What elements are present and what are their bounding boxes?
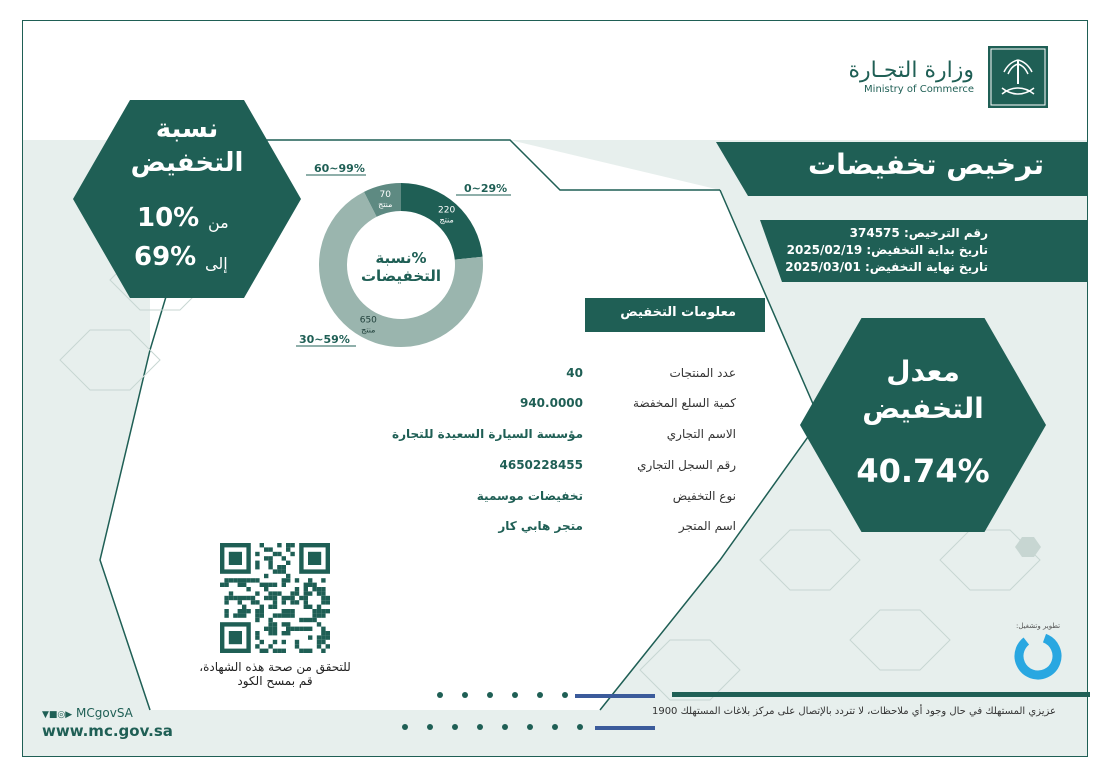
qr-module bbox=[308, 605, 312, 609]
qr-module bbox=[317, 587, 321, 591]
donut-center-title-line2: التخفيضات bbox=[360, 267, 442, 285]
qr-module bbox=[321, 578, 325, 582]
qr-module bbox=[286, 574, 290, 578]
qr-module bbox=[321, 587, 325, 591]
average-value-text: 40.74% bbox=[856, 452, 990, 490]
qr-module bbox=[229, 596, 233, 600]
qr-module bbox=[321, 631, 325, 635]
qr-module bbox=[264, 596, 268, 600]
qr-module bbox=[220, 583, 224, 587]
qr-module bbox=[273, 596, 277, 600]
qr-module bbox=[246, 596, 250, 600]
range-from-value-text: 10% bbox=[137, 203, 200, 233]
qr-module bbox=[264, 587, 268, 591]
value-store-name: متجر هابي كار bbox=[498, 519, 583, 533]
qr-module bbox=[273, 627, 277, 631]
qr-module bbox=[290, 627, 294, 631]
qr-module bbox=[255, 565, 259, 569]
qr-module bbox=[299, 627, 303, 631]
qr-module bbox=[260, 640, 264, 644]
qr-module bbox=[308, 627, 312, 631]
qr-module bbox=[273, 649, 277, 653]
qr-module bbox=[273, 613, 277, 617]
qr-module bbox=[268, 583, 272, 587]
qr-module bbox=[255, 635, 259, 639]
qr-module bbox=[268, 556, 272, 560]
qr-module bbox=[304, 591, 308, 595]
qr-module bbox=[299, 649, 303, 653]
qr-module bbox=[251, 600, 255, 604]
qr-module bbox=[273, 552, 277, 556]
qr-module bbox=[277, 591, 281, 595]
qr-module bbox=[317, 644, 321, 648]
range-to-value bbox=[134, 242, 196, 272]
qr-module bbox=[224, 600, 228, 604]
qr-module bbox=[260, 649, 264, 653]
qr-module bbox=[312, 618, 316, 622]
qr-module bbox=[224, 613, 228, 617]
qr-module bbox=[295, 640, 299, 644]
qr-module bbox=[246, 609, 250, 613]
range-from-value bbox=[137, 203, 199, 233]
qr-module bbox=[255, 644, 259, 648]
qr-module bbox=[268, 644, 272, 648]
qr-module bbox=[277, 565, 281, 569]
qr-module bbox=[224, 609, 228, 613]
qr-module bbox=[282, 600, 286, 604]
legend-slice-60-99: 60~99% bbox=[314, 162, 365, 175]
legend-slice-0-29: 0~29% bbox=[464, 182, 508, 195]
qr-module bbox=[326, 644, 330, 648]
slice-value-label: 70 bbox=[379, 189, 391, 200]
label-discounted-quantity: كمية السلع المخفضة bbox=[633, 396, 736, 410]
qr-module bbox=[273, 640, 277, 644]
qr-module bbox=[282, 609, 286, 613]
ministry-name-ar: وزارة التجـارة bbox=[848, 58, 974, 83]
qr-module bbox=[290, 591, 294, 595]
qr-module bbox=[282, 640, 286, 644]
qr-module bbox=[273, 583, 277, 587]
qr-module bbox=[299, 596, 303, 600]
qr-module bbox=[242, 596, 246, 600]
qr-module bbox=[264, 574, 268, 578]
qr-module bbox=[277, 649, 281, 653]
qr-module bbox=[277, 543, 281, 547]
label-product-count: عدد المنتجات bbox=[669, 366, 736, 380]
qr-module bbox=[295, 627, 299, 631]
qr-module bbox=[308, 649, 312, 653]
qr-module bbox=[290, 596, 294, 600]
donut-center-title-line1: نسبة% bbox=[375, 249, 427, 267]
qr-module bbox=[233, 578, 237, 582]
qr-module bbox=[286, 631, 290, 635]
qr-module bbox=[229, 631, 242, 644]
qr-module bbox=[321, 613, 325, 617]
qr-module bbox=[282, 569, 286, 573]
qr-module bbox=[260, 583, 264, 587]
qr-module bbox=[273, 622, 277, 626]
qr-module bbox=[321, 635, 325, 639]
qr-module bbox=[304, 627, 308, 631]
qr-module bbox=[268, 618, 272, 622]
qr-module bbox=[242, 578, 246, 582]
label-commercial-register: رقم السجل التجاري bbox=[637, 458, 736, 472]
qr-module bbox=[277, 613, 281, 617]
qr-module bbox=[233, 596, 237, 600]
qr-module bbox=[295, 587, 299, 591]
qr-module bbox=[264, 556, 268, 560]
slice-unit-label: منتج bbox=[439, 215, 454, 225]
page-title: ترخيص تخفيضات bbox=[807, 148, 1044, 181]
qr-module bbox=[326, 635, 330, 639]
label-store-name: اسم المتجر bbox=[678, 519, 736, 533]
qr-module bbox=[264, 583, 268, 587]
average-value bbox=[800, 452, 1046, 490]
qr-module bbox=[312, 609, 316, 613]
qr-module bbox=[255, 591, 259, 595]
saudi-emblem-logo bbox=[988, 46, 1048, 108]
qr-module bbox=[268, 605, 272, 609]
qr-module bbox=[251, 578, 255, 582]
qr-module bbox=[260, 543, 264, 547]
qr-module bbox=[255, 561, 259, 565]
qr-module bbox=[224, 596, 228, 600]
qr-module bbox=[295, 591, 299, 595]
qr-module bbox=[304, 583, 308, 587]
qr-module bbox=[268, 547, 272, 551]
social-icons: ▼■◎▶ bbox=[42, 710, 73, 720]
license-start-date: تاريخ بداية التخفيض: 2025/02/19 bbox=[786, 243, 988, 257]
qr-module bbox=[290, 543, 294, 547]
qr-module bbox=[321, 609, 325, 613]
qr-module bbox=[295, 644, 299, 648]
qr-module bbox=[286, 547, 290, 551]
qr-module bbox=[321, 596, 325, 600]
range-to-label: إلى bbox=[205, 254, 228, 273]
qr-module bbox=[238, 583, 242, 587]
qr-module bbox=[260, 609, 264, 613]
qr-module bbox=[282, 631, 286, 635]
qr-caption bbox=[180, 660, 370, 688]
qr-module bbox=[304, 600, 308, 604]
qr-module bbox=[317, 591, 321, 595]
value-product-count: 40 bbox=[566, 366, 583, 380]
qr-module bbox=[308, 583, 312, 587]
qr-module bbox=[317, 605, 321, 609]
qr-module bbox=[304, 587, 308, 591]
slice-unit-label: منتج bbox=[361, 325, 376, 335]
qr-module bbox=[299, 618, 303, 622]
qr-module bbox=[260, 605, 264, 609]
value-trade-name: مؤسسة السيارة السعيدة للتجارة bbox=[392, 427, 583, 441]
qr-module bbox=[268, 591, 272, 595]
qr-module bbox=[268, 631, 272, 635]
qr-module bbox=[229, 552, 242, 565]
qr-module bbox=[238, 596, 242, 600]
license-number: رقم الترخيص: 374575 bbox=[849, 226, 988, 240]
qr-module bbox=[290, 600, 294, 604]
qr-module bbox=[282, 596, 286, 600]
qr-module bbox=[238, 600, 242, 604]
qr-module bbox=[290, 613, 294, 617]
qr-module bbox=[321, 649, 325, 653]
qr-module bbox=[273, 569, 277, 573]
qr-module bbox=[317, 609, 321, 613]
discount-donut-chart bbox=[296, 160, 526, 355]
slice-value-label: 220 bbox=[438, 205, 456, 216]
social-handle[interactable] bbox=[42, 706, 133, 720]
qr-module bbox=[273, 605, 277, 609]
slice-value-label: 650 bbox=[359, 315, 377, 326]
developer-label: تطوير وتشغيل: bbox=[1016, 622, 1061, 630]
qr-module bbox=[286, 578, 290, 582]
average-title-line1: معدل bbox=[886, 355, 960, 388]
qr-module bbox=[321, 627, 325, 631]
qr-module bbox=[273, 591, 277, 595]
qr-module bbox=[308, 635, 312, 639]
qr-module bbox=[268, 627, 272, 631]
qr-module bbox=[321, 600, 325, 604]
qr-module bbox=[304, 649, 308, 653]
qr-module bbox=[286, 627, 290, 631]
developer-logo-icon bbox=[1012, 630, 1064, 682]
consumer-notice: عزيزي المستهلك في حال وجود أي ملاحظات، لا تتردد بالإتصال على مركز بلاغات المستهلك 1900 bbox=[651, 706, 1056, 717]
qr-module bbox=[260, 613, 264, 617]
qr-module bbox=[286, 609, 290, 613]
qr-module bbox=[326, 631, 330, 635]
qr-module bbox=[268, 596, 272, 600]
qr-module bbox=[295, 600, 299, 604]
qr-module bbox=[255, 600, 259, 604]
qr-module bbox=[326, 609, 330, 613]
qr-module bbox=[229, 578, 233, 582]
license-end-date: تاريخ نهاية التخفيض: 2025/03/01 bbox=[785, 260, 988, 274]
label-discount-type: نوع التخفيض bbox=[672, 489, 736, 503]
qr-module bbox=[308, 591, 312, 595]
range-title-line1: نسبة bbox=[155, 114, 219, 144]
qr-module bbox=[326, 600, 330, 604]
qr-module bbox=[321, 591, 325, 595]
qr-module bbox=[224, 583, 228, 587]
qr-module bbox=[255, 631, 259, 635]
qr-module bbox=[246, 587, 250, 591]
qr-module bbox=[304, 618, 308, 622]
ministry-name-en: Ministry of Commerce bbox=[864, 84, 974, 95]
qr-module bbox=[251, 596, 255, 600]
qr-module bbox=[238, 613, 242, 617]
footer-bar bbox=[672, 692, 1090, 697]
legend-slice-30-59: 30~59% bbox=[299, 333, 350, 346]
qr-module bbox=[268, 565, 272, 569]
qr-module bbox=[317, 613, 321, 617]
info-section-title: معلومات التخفيض bbox=[620, 305, 736, 320]
qr-module bbox=[290, 609, 294, 613]
qr-module bbox=[308, 552, 321, 565]
website-link[interactable]: www.mc.gov.sa bbox=[42, 722, 173, 740]
qr-module bbox=[321, 640, 325, 644]
qr-module bbox=[255, 578, 259, 582]
qr-module bbox=[304, 605, 308, 609]
qr-module bbox=[255, 552, 259, 556]
qr-module bbox=[317, 640, 321, 644]
qr-module bbox=[286, 622, 290, 626]
value-discount-type: تخفيضات موسمية bbox=[476, 489, 583, 503]
qr-module bbox=[238, 578, 242, 582]
qr-module bbox=[286, 596, 290, 600]
qr-module bbox=[242, 605, 246, 609]
qr-module bbox=[295, 578, 299, 582]
qr-module bbox=[246, 578, 250, 582]
qr-module bbox=[268, 622, 272, 626]
qr-module bbox=[255, 618, 259, 622]
value-discounted-quantity: 940.0000 bbox=[519, 396, 583, 410]
qr-module bbox=[264, 627, 268, 631]
qr-module bbox=[224, 578, 228, 582]
qr-caption-line1: للتحقق من صحة هذه الشهادة، bbox=[199, 660, 351, 674]
qr-module bbox=[255, 613, 259, 617]
qr-module bbox=[277, 569, 281, 573]
label-trade-name: الاسم التجاري bbox=[666, 427, 736, 441]
range-from-label: من bbox=[208, 213, 229, 232]
slice-unit-label: منتج bbox=[378, 199, 393, 209]
qr-module bbox=[290, 552, 294, 556]
qr-module bbox=[264, 649, 268, 653]
qr-module bbox=[242, 583, 246, 587]
qr-module bbox=[264, 547, 268, 551]
qr-module bbox=[317, 635, 321, 639]
range-title-line2: التخفيض bbox=[130, 148, 244, 178]
qr-module bbox=[326, 596, 330, 600]
qr-module bbox=[282, 622, 286, 626]
qr-module bbox=[282, 556, 286, 560]
qr-module bbox=[308, 578, 312, 582]
qr-module bbox=[273, 631, 277, 635]
qr-module bbox=[255, 609, 259, 613]
qr-module bbox=[238, 609, 242, 613]
average-title-line2: التخفيض bbox=[862, 392, 984, 425]
qr-module bbox=[282, 578, 286, 582]
qr-module bbox=[282, 613, 286, 617]
qr-module bbox=[273, 600, 277, 604]
qr-module bbox=[286, 613, 290, 617]
qr-module bbox=[268, 561, 272, 565]
range-to-value-text: 69% bbox=[134, 242, 197, 272]
value-commercial-register: 4650228455 bbox=[499, 458, 583, 472]
qr-module bbox=[308, 618, 312, 622]
qr-module bbox=[233, 613, 237, 617]
qr-module bbox=[312, 587, 316, 591]
verification-qr-code[interactable] bbox=[220, 543, 330, 653]
qr-module bbox=[242, 613, 246, 617]
qr-module bbox=[304, 596, 308, 600]
qr-module bbox=[282, 649, 286, 653]
qr-module bbox=[286, 561, 290, 565]
qr-module bbox=[282, 565, 286, 569]
qr-module bbox=[317, 622, 321, 626]
social-handle-text: MCgovSA bbox=[76, 706, 133, 720]
qr-module bbox=[229, 591, 233, 595]
qr-module bbox=[286, 543, 290, 547]
qr-caption-line2: قم بمسح الكود bbox=[237, 674, 313, 688]
qr-module bbox=[312, 583, 316, 587]
qr-module bbox=[242, 609, 246, 613]
qr-module bbox=[312, 613, 316, 617]
qr-module bbox=[277, 552, 281, 556]
qr-module bbox=[282, 583, 286, 587]
